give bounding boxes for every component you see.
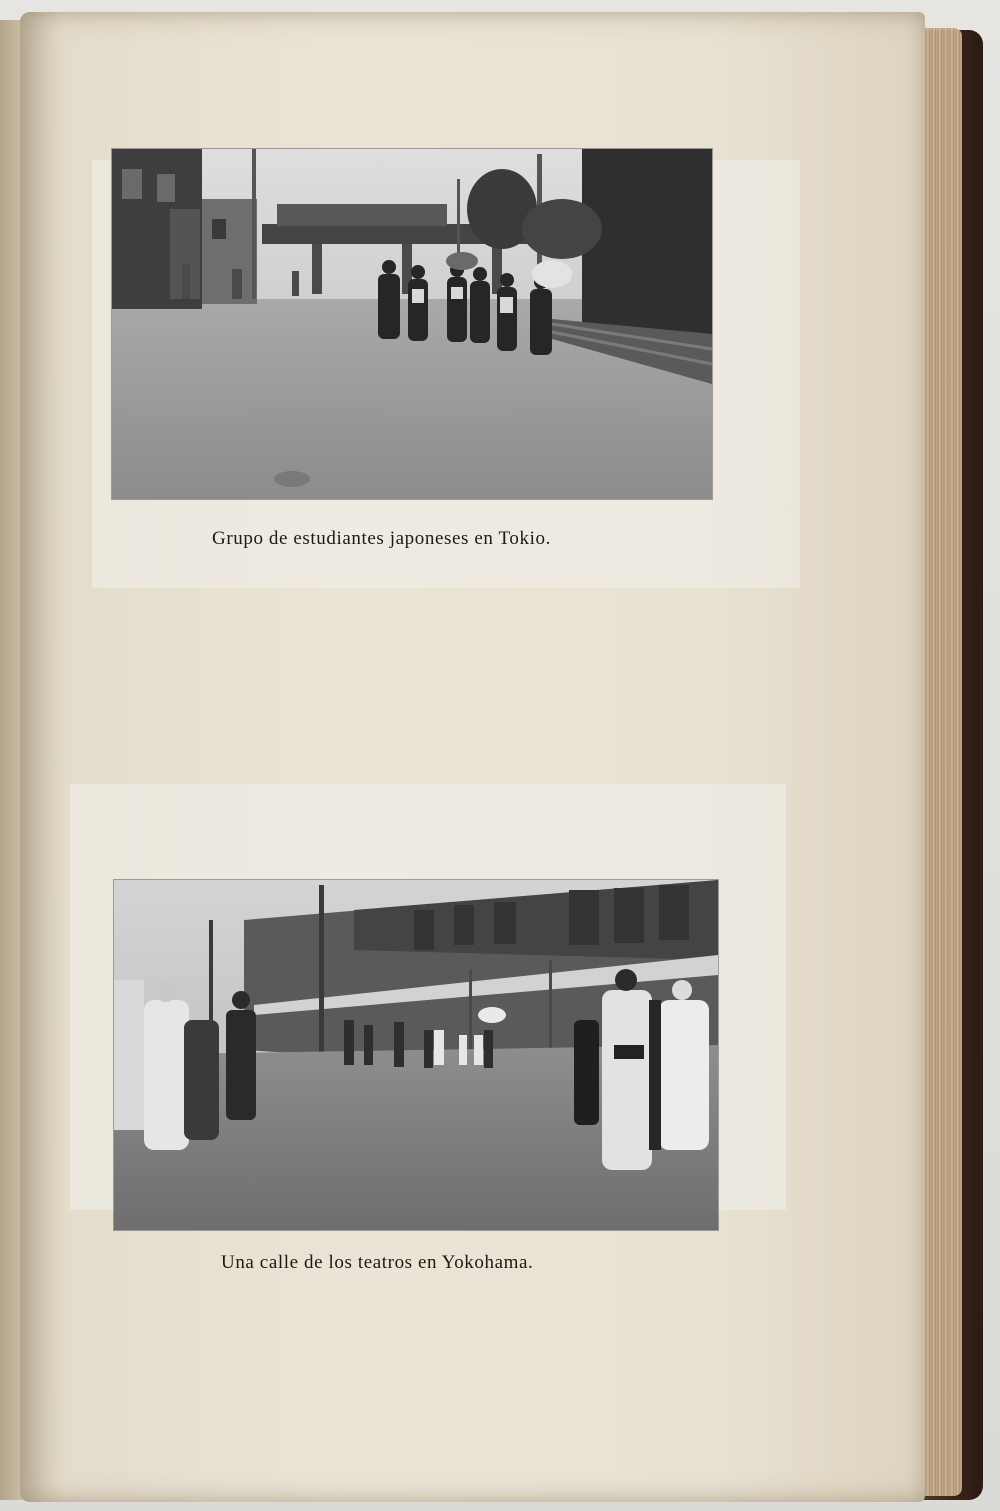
photo-yokohama-theatres-image bbox=[114, 880, 718, 1230]
caption-tokyo: Grupo de estudiantes japoneses en Tokio. bbox=[212, 528, 551, 549]
caption-yokohama: Una calle de los teatros en Yokohama. bbox=[221, 1252, 534, 1273]
photo-tokyo-students bbox=[112, 149, 712, 499]
photo-tokyo-students-image bbox=[112, 149, 712, 499]
photo-yokohama-theatres bbox=[114, 880, 718, 1230]
